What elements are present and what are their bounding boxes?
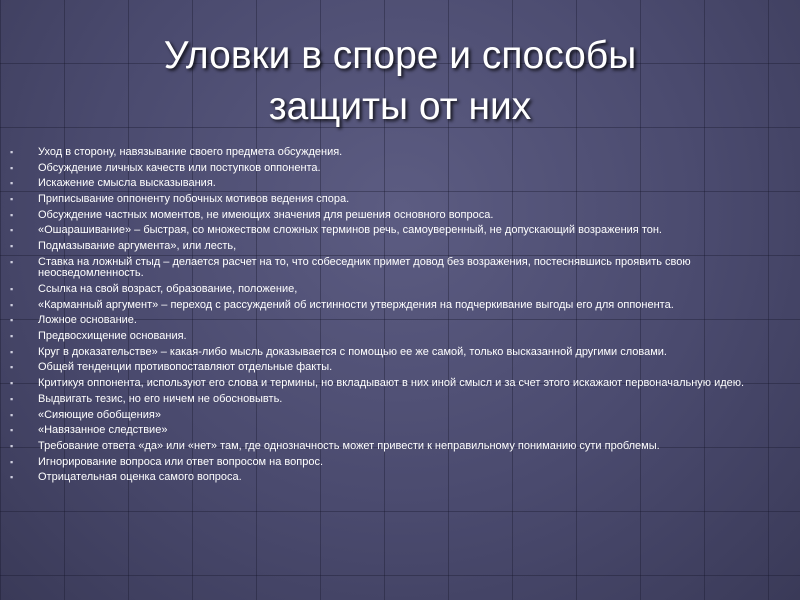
list-item <box>10 347 800 359</box>
list-item-text: Уход в сторону, навязывание своего предмета обсуждения. <box>38 146 343 158</box>
list-item <box>10 284 800 296</box>
tricks-list <box>10 147 800 488</box>
bullet-icon: ▪ <box>10 225 14 236</box>
slide-title <box>0 30 800 132</box>
list-item-text: Общей тенденции противопоставляют отдельные факты. <box>38 361 333 374</box>
bullet-icon: ▪ <box>10 241 14 252</box>
title-line-1: Уловки в споре и способы <box>163 34 637 77</box>
bullet-icon: ▪ <box>10 472 14 483</box>
bullet-icon: ▪ <box>10 147 14 157</box>
list-item-text: Выдвигать тезис, но его ничем не обосновывть. <box>38 392 283 405</box>
list-item-text: Ложное основание. <box>38 314 137 327</box>
bullet-icon: ▪ <box>10 425 14 436</box>
bullet-icon: ▪ <box>10 194 14 205</box>
list-item-text: Ссылка на свой возраст, образование, положение, <box>38 283 298 295</box>
list-item <box>10 315 800 327</box>
list-item <box>10 331 800 343</box>
list-item-text: «Навязанное следствие» <box>38 424 168 437</box>
list-item-text: Обсуждение частных моментов, не имеющих значения для решения основного вопроса. <box>38 208 494 221</box>
bullet-icon: ▪ <box>10 256 14 267</box>
list-item <box>10 410 800 422</box>
list-item <box>10 457 800 469</box>
list-item-text: «Карманный аргумент» – переход с рассуждений об истинности утверждения на подчеркивание выгоды его для оппонента. <box>38 298 674 311</box>
bullet-icon: ▪ <box>10 409 14 420</box>
list-item-text: Предвосхищение основания. <box>38 330 187 343</box>
list-item-text: «Сияющие обобщения» <box>38 408 161 421</box>
list-item <box>10 178 800 190</box>
list-item <box>10 425 800 437</box>
list-item <box>10 300 800 312</box>
bullet-icon: ▪ <box>10 209 14 220</box>
list-item-text: Ставка на ложный стыд – делается расчет на то, что собеседник примет довод без возражения, постеснявшись проявить свою неосведомленность. <box>38 255 691 280</box>
list-item-text: Подмазывание аргумента», или лесть, <box>38 240 237 253</box>
bullet-icon: ▪ <box>10 331 14 342</box>
list-item <box>10 210 800 222</box>
list-item-text: Обсуждение личных качеств или поступков оппонента. <box>38 161 321 174</box>
list-item-text: Приписывание оппоненту побочных мотивов ведения спора. <box>38 193 350 206</box>
bullet-icon: ▪ <box>10 284 14 294</box>
bullet-icon: ▪ <box>10 178 14 189</box>
list-item <box>10 378 800 390</box>
list-item <box>10 241 800 253</box>
bullet-icon: ▪ <box>10 362 14 373</box>
bullet-icon: ▪ <box>10 378 14 389</box>
bullet-icon: ▪ <box>10 299 14 310</box>
list-item <box>10 394 800 406</box>
list-item <box>10 194 800 206</box>
bullet-icon: ▪ <box>10 440 14 451</box>
list-item-text: Критикуя оппонента, используют его слова и термины, но вкладывают в них иной смысл и за счет этого искажают первоначальную идею. <box>38 377 745 390</box>
list-item <box>10 163 800 175</box>
list-item-text: Искажение смысла высказывания. <box>38 177 216 190</box>
list-item <box>10 225 800 237</box>
list-item-text: Игнорирование вопроса или ответ вопросом на вопрос. <box>38 455 324 468</box>
bullet-icon: ▪ <box>10 315 14 326</box>
list-item <box>10 257 800 280</box>
bullet-icon: ▪ <box>10 162 14 173</box>
list-item <box>10 147 800 159</box>
bullet-icon: ▪ <box>10 346 14 357</box>
list-item-text: Требование ответа «да» или «нет» там, где однозначность может привести к неправильному пониманию сути проблемы. <box>38 439 660 452</box>
list-item-text: «Ошарашивание» – быстрая, со множеством сложных терминов речь, самоуверенный, не допускающий возражения тон. <box>38 224 662 237</box>
list-item <box>10 362 800 374</box>
title-line-2: защиты от них <box>268 85 532 128</box>
list-item-text: Отрицательная оценка самого вопроса. <box>38 471 242 484</box>
list-item-text: Круг в доказательстве» – какая-либо мысль доказывается с помощью ее же самой, только высказанной другими словами. <box>38 345 667 358</box>
bullet-icon: ▪ <box>10 456 14 467</box>
list-item <box>10 441 800 453</box>
list-item <box>10 472 800 484</box>
bullet-icon: ▪ <box>10 393 14 404</box>
